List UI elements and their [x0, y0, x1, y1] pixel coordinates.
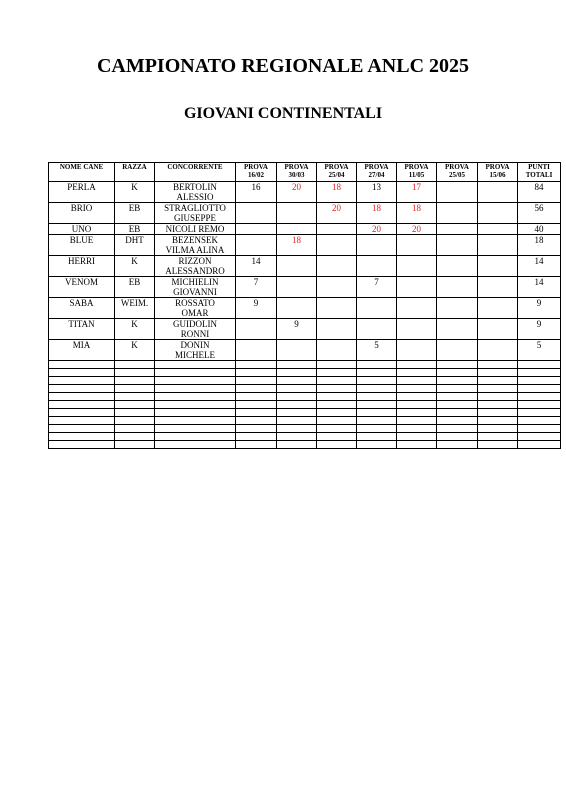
trial-score-cell: 18: [317, 182, 357, 203]
competitor-cell: STRAGLIOTTO GIUSEPPE: [155, 203, 236, 224]
trial-score-cell: [236, 203, 277, 224]
dog-name-cell: UNO: [49, 224, 115, 235]
empty-cell: [236, 401, 277, 409]
total-points-cell: 9: [518, 298, 561, 319]
empty-cell: [437, 433, 478, 441]
empty-cell: [49, 441, 115, 449]
empty-cell: [155, 401, 236, 409]
trial-score-cell: 16: [236, 182, 277, 203]
trial-score-cell: [317, 235, 357, 256]
dog-name-cell: PERLA: [49, 182, 115, 203]
empty-cell: [155, 425, 236, 433]
empty-row: [49, 433, 561, 441]
competitor-cell: BERTOLIN ALESSIO: [155, 182, 236, 203]
trial-score-cell: 14: [236, 256, 277, 277]
trial-score-cell: [277, 298, 317, 319]
empty-cell: [277, 369, 317, 377]
empty-cell: [397, 393, 437, 401]
trial-score-cell: 9: [277, 319, 317, 340]
table-header: [49, 163, 561, 182]
trial-score-cell: [437, 256, 478, 277]
trial-score-cell: 9: [236, 298, 277, 319]
empty-cell: [115, 361, 155, 369]
breed-cell: K: [115, 319, 155, 340]
trial-score-cell: 20: [317, 203, 357, 224]
empty-cell: [397, 361, 437, 369]
empty-cell: [437, 441, 478, 449]
trial-score-cell: [437, 203, 478, 224]
empty-cell: [236, 369, 277, 377]
trial-score-cell: [317, 319, 357, 340]
empty-cell: [437, 417, 478, 425]
total-points-cell: 18: [518, 235, 561, 256]
trial-score-cell: [357, 256, 397, 277]
total-points-cell: 84: [518, 182, 561, 203]
empty-cell: [236, 409, 277, 417]
column-header: PROVA 16/02: [236, 163, 277, 182]
empty-cell: [49, 377, 115, 385]
empty-cell: [357, 393, 397, 401]
empty-cell: [478, 393, 518, 401]
empty-cell: [478, 433, 518, 441]
empty-cell: [317, 361, 357, 369]
trial-score-cell: [437, 224, 478, 235]
breed-cell: K: [115, 256, 155, 277]
empty-cell: [115, 433, 155, 441]
total-points-cell: 56: [518, 203, 561, 224]
trial-score-cell: [478, 340, 518, 361]
table-row: [49, 224, 561, 235]
empty-cell: [478, 377, 518, 385]
empty-row: [49, 369, 561, 377]
empty-cell: [49, 369, 115, 377]
empty-cell: [277, 433, 317, 441]
trial-score-cell: 20: [357, 224, 397, 235]
trial-score-cell: [437, 182, 478, 203]
empty-cell: [49, 385, 115, 393]
empty-row: [49, 377, 561, 385]
empty-row: [49, 441, 561, 449]
column-header: CONCORRENTE: [155, 163, 236, 182]
trial-score-cell: [437, 235, 478, 256]
empty-cell: [478, 425, 518, 433]
trial-score-cell: [277, 203, 317, 224]
empty-cell: [49, 425, 115, 433]
trial-score-cell: [317, 298, 357, 319]
dog-name-cell: HERRI: [49, 256, 115, 277]
empty-cell: [397, 425, 437, 433]
column-header: PROVA 15/06: [478, 163, 518, 182]
dog-name-cell: SABA: [49, 298, 115, 319]
competitor-cell: DONIN MICHELE: [155, 340, 236, 361]
empty-cell: [49, 409, 115, 417]
breed-cell: DHT: [115, 235, 155, 256]
table-body: [49, 182, 561, 449]
trial-score-cell: [478, 256, 518, 277]
competitor-cell: GUIDOLIN RONNI: [155, 319, 236, 340]
empty-cell: [49, 361, 115, 369]
empty-cell: [277, 361, 317, 369]
trial-score-cell: 17: [397, 182, 437, 203]
table-row: [49, 235, 561, 256]
competitor-cell: NICOLI REMO: [155, 224, 236, 235]
header-row: [49, 163, 561, 182]
empty-cell: [115, 417, 155, 425]
empty-cell: [357, 361, 397, 369]
dog-name-cell: BLUE: [49, 235, 115, 256]
trial-score-cell: [478, 298, 518, 319]
empty-cell: [317, 385, 357, 393]
trial-score-cell: 18: [277, 235, 317, 256]
empty-cell: [317, 425, 357, 433]
empty-row: [49, 393, 561, 401]
trial-score-cell: 18: [397, 203, 437, 224]
empty-cell: [397, 369, 437, 377]
empty-cell: [397, 385, 437, 393]
trial-score-cell: [397, 277, 437, 298]
trial-score-cell: [397, 298, 437, 319]
empty-cell: [317, 433, 357, 441]
empty-cell: [155, 361, 236, 369]
page-title: CAMPIONATO REGIONALE ANLC 2025: [96, 55, 470, 77]
dog-name-cell: TITAN: [49, 319, 115, 340]
trial-score-cell: [317, 340, 357, 361]
empty-cell: [277, 425, 317, 433]
trial-score-cell: [357, 235, 397, 256]
trial-score-cell: [277, 224, 317, 235]
empty-cell: [357, 417, 397, 425]
total-points-cell: 9: [518, 319, 561, 340]
breed-cell: K: [115, 182, 155, 203]
empty-cell: [49, 401, 115, 409]
empty-cell: [155, 417, 236, 425]
breed-cell: EB: [115, 277, 155, 298]
trial-score-cell: [397, 340, 437, 361]
empty-cell: [357, 369, 397, 377]
empty-cell: [478, 369, 518, 377]
empty-cell: [277, 393, 317, 401]
column-header: PUNTI TOTALI: [518, 163, 561, 182]
empty-cell: [317, 441, 357, 449]
competitor-cell: ROSSATO OMAR: [155, 298, 236, 319]
empty-cell: [115, 425, 155, 433]
trial-score-cell: [478, 182, 518, 203]
empty-cell: [236, 417, 277, 425]
column-header: PROVA 25/05: [437, 163, 478, 182]
table-row: [49, 277, 561, 298]
trial-score-cell: [478, 235, 518, 256]
trial-score-cell: [317, 277, 357, 298]
empty-cell: [49, 417, 115, 425]
empty-cell: [115, 409, 155, 417]
empty-cell: [236, 393, 277, 401]
trial-score-cell: [236, 224, 277, 235]
empty-cell: [155, 377, 236, 385]
empty-cell: [317, 393, 357, 401]
trial-score-cell: [478, 277, 518, 298]
empty-cell: [317, 417, 357, 425]
empty-cell: [518, 433, 561, 441]
dog-name-cell: VENOM: [49, 277, 115, 298]
empty-cell: [317, 377, 357, 385]
empty-cell: [155, 409, 236, 417]
trial-score-cell: [437, 298, 478, 319]
column-header: PROVA 11/05: [397, 163, 437, 182]
empty-cell: [317, 409, 357, 417]
page-subtitle: GIOVANI CONTINENTALI: [183, 105, 383, 122]
empty-cell: [518, 369, 561, 377]
table-row: [49, 340, 561, 361]
empty-cell: [357, 441, 397, 449]
trial-score-cell: 13: [357, 182, 397, 203]
empty-cell: [357, 385, 397, 393]
trial-score-cell: [277, 277, 317, 298]
empty-cell: [478, 417, 518, 425]
table-row: [49, 203, 561, 224]
competitor-cell: MICHIELIN GIOVANNI: [155, 277, 236, 298]
empty-cell: [115, 441, 155, 449]
trial-score-cell: [397, 256, 437, 277]
empty-cell: [518, 377, 561, 385]
empty-cell: [518, 417, 561, 425]
competitor-cell: BEZENSEK VILMA ALINA: [155, 235, 236, 256]
empty-cell: [115, 385, 155, 393]
trial-score-cell: 7: [236, 277, 277, 298]
empty-row: [49, 361, 561, 369]
empty-cell: [155, 393, 236, 401]
trial-score-cell: 7: [357, 277, 397, 298]
trial-score-cell: [478, 319, 518, 340]
column-header: PROVA 25/04: [317, 163, 357, 182]
trial-score-cell: [478, 224, 518, 235]
total-points-cell: 5: [518, 340, 561, 361]
empty-cell: [397, 417, 437, 425]
empty-cell: [357, 401, 397, 409]
empty-cell: [397, 433, 437, 441]
empty-cell: [478, 409, 518, 417]
empty-cell: [518, 425, 561, 433]
empty-cell: [397, 441, 437, 449]
empty-cell: [437, 361, 478, 369]
empty-cell: [277, 409, 317, 417]
empty-cell: [49, 433, 115, 441]
dog-name-cell: BRIO: [49, 203, 115, 224]
trial-score-cell: [437, 340, 478, 361]
trial-score-cell: [317, 224, 357, 235]
trial-score-cell: [478, 203, 518, 224]
empty-cell: [397, 409, 437, 417]
empty-cell: [115, 393, 155, 401]
trial-score-cell: [236, 319, 277, 340]
empty-row: [49, 385, 561, 393]
empty-cell: [357, 425, 397, 433]
empty-cell: [115, 377, 155, 385]
empty-cell: [357, 409, 397, 417]
empty-cell: [437, 369, 478, 377]
competitor-cell: RIZZON ALESSANDRO: [155, 256, 236, 277]
trial-score-cell: [397, 235, 437, 256]
empty-cell: [357, 433, 397, 441]
empty-row: [49, 417, 561, 425]
trial-score-cell: 20: [277, 182, 317, 203]
empty-cell: [277, 417, 317, 425]
trial-score-cell: [236, 340, 277, 361]
empty-cell: [236, 425, 277, 433]
empty-cell: [437, 385, 478, 393]
empty-cell: [115, 401, 155, 409]
total-points-cell: 14: [518, 256, 561, 277]
empty-row: [49, 401, 561, 409]
table-row: [49, 319, 561, 340]
empty-row: [49, 409, 561, 417]
trial-score-cell: [397, 319, 437, 340]
empty-cell: [478, 385, 518, 393]
empty-cell: [236, 385, 277, 393]
empty-cell: [518, 441, 561, 449]
table-row: [49, 256, 561, 277]
breed-cell: EB: [115, 203, 155, 224]
empty-cell: [115, 369, 155, 377]
empty-cell: [155, 441, 236, 449]
trial-score-cell: [437, 277, 478, 298]
empty-cell: [155, 385, 236, 393]
trial-score-cell: [236, 235, 277, 256]
empty-cell: [277, 441, 317, 449]
empty-cell: [277, 385, 317, 393]
empty-cell: [397, 377, 437, 385]
trial-score-cell: 18: [357, 203, 397, 224]
empty-cell: [357, 377, 397, 385]
empty-cell: [236, 361, 277, 369]
empty-cell: [478, 401, 518, 409]
trial-score-cell: [277, 256, 317, 277]
trial-score-cell: [357, 298, 397, 319]
table-row: [49, 298, 561, 319]
empty-cell: [437, 409, 478, 417]
empty-cell: [437, 401, 478, 409]
empty-cell: [518, 393, 561, 401]
empty-cell: [277, 377, 317, 385]
column-header: PROVA 27/04: [357, 163, 397, 182]
empty-cell: [518, 409, 561, 417]
empty-cell: [437, 425, 478, 433]
standings-table: [48, 162, 561, 449]
empty-cell: [277, 401, 317, 409]
empty-cell: [437, 393, 478, 401]
empty-cell: [437, 377, 478, 385]
trial-score-cell: [357, 319, 397, 340]
breed-cell: K: [115, 340, 155, 361]
trial-score-cell: [277, 340, 317, 361]
table-row: [49, 182, 561, 203]
column-header: PROVA 30/03: [277, 163, 317, 182]
empty-cell: [236, 433, 277, 441]
empty-cell: [317, 401, 357, 409]
column-header: RAZZA: [115, 163, 155, 182]
empty-cell: [236, 377, 277, 385]
empty-cell: [518, 385, 561, 393]
empty-cell: [155, 433, 236, 441]
empty-row: [49, 425, 561, 433]
trial-score-cell: 5: [357, 340, 397, 361]
empty-cell: [518, 401, 561, 409]
column-header: NOME CANE: [49, 163, 115, 182]
trial-score-cell: 20: [397, 224, 437, 235]
empty-cell: [317, 369, 357, 377]
breed-cell: EB: [115, 224, 155, 235]
dog-name-cell: MIA: [49, 340, 115, 361]
empty-cell: [478, 441, 518, 449]
empty-cell: [518, 361, 561, 369]
trial-score-cell: [317, 256, 357, 277]
empty-cell: [397, 401, 437, 409]
total-points-cell: 14: [518, 277, 561, 298]
empty-cell: [478, 361, 518, 369]
total-points-cell: 40: [518, 224, 561, 235]
empty-cell: [49, 393, 115, 401]
breed-cell: WEIM.: [115, 298, 155, 319]
empty-cell: [236, 441, 277, 449]
trial-score-cell: [437, 319, 478, 340]
empty-cell: [155, 369, 236, 377]
